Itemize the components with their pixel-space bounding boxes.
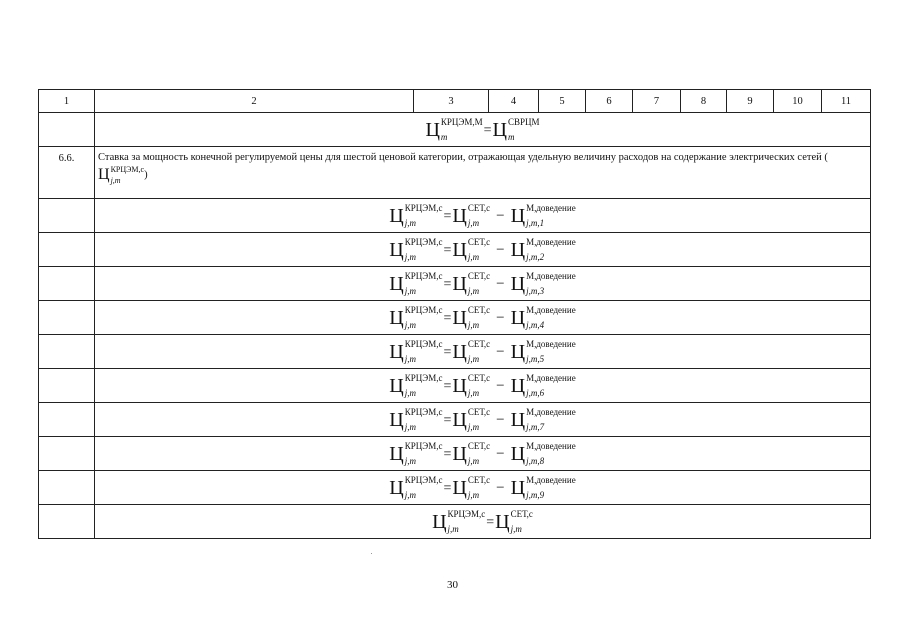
formula-subscript: j,m	[110, 176, 121, 185]
formula-term-base: Ц	[492, 118, 507, 141]
formula-term-base: Ц	[389, 306, 404, 329]
formula-superscript: СЕТ,c	[510, 508, 533, 519]
formula-cell	[95, 267, 871, 301]
empty-number-cell	[39, 471, 95, 505]
formula-term-base: Ц	[389, 476, 404, 499]
formula-superscript: КРЦЭМ,c	[404, 202, 443, 213]
formula-term-base: Ц	[510, 340, 526, 363]
formula-subscript: j,m	[467, 387, 480, 398]
formula-subscript: j,m	[467, 455, 480, 466]
formula-cell	[95, 199, 871, 233]
formula-subscript: j,m	[447, 523, 459, 534]
formula-row	[39, 301, 871, 335]
formula-superscript: КРЦЭМ,c	[110, 165, 145, 174]
formula-subscript: j,m,8	[526, 455, 545, 466]
formula-superscript: КРЦЭМ,c	[404, 372, 443, 383]
empty-number-cell	[39, 335, 95, 369]
formula-subscript: j,m	[467, 353, 480, 364]
formula-superscript: М,доведение	[526, 440, 576, 451]
formula-superscript: М,доведение	[526, 236, 576, 247]
minus-sign: −	[496, 445, 505, 462]
formula-superscript: КРЦЭМ,c	[404, 304, 443, 315]
column-header: 7	[633, 90, 681, 113]
formula-subscript: j,m	[404, 251, 416, 262]
empty-number-cell	[39, 113, 95, 147]
column-header: 11	[822, 90, 871, 113]
formula-term-base: Ц	[495, 510, 510, 533]
empty-number-cell	[39, 267, 95, 301]
formula-term-base: Ц	[452, 272, 467, 295]
formula-superscript: СЕТ,c	[467, 202, 491, 213]
formula	[389, 339, 575, 365]
formula-superscript: КРЦЭМ,c	[404, 338, 443, 349]
formula-superscript: СЕТ,c	[467, 440, 491, 451]
column-header: 10	[774, 90, 822, 113]
equals-sign: =	[443, 208, 452, 224]
formula-row	[39, 437, 871, 471]
section-description-text: Ставка за мощность конечной регулируемой цены для шестой ценовой категории, отражающая удельную величину расходов на содержание электрических сетей (	[98, 152, 828, 163]
formula-superscript: КРЦЭМ,c	[404, 440, 443, 451]
minus-sign: −	[496, 241, 505, 258]
formula-superscript: СЕТ,c	[467, 338, 491, 349]
formula-term-base: Ц	[389, 374, 404, 397]
formula-superscript: КРЦЭМ,c	[404, 270, 443, 281]
formula	[389, 271, 575, 297]
formula-subscript: j,m,2	[526, 251, 545, 262]
formula-cell	[95, 335, 871, 369]
formula	[389, 475, 575, 501]
formula-term-base: Ц	[389, 408, 404, 431]
formula-row	[39, 267, 871, 301]
formula	[389, 407, 575, 433]
formula-subscript: j,m	[404, 455, 416, 466]
formula-subscript: j,m,9	[526, 489, 545, 500]
formula-subscript: j,m	[467, 251, 480, 262]
minus-sign: −	[496, 343, 505, 360]
formula-subscript: j,m	[404, 319, 416, 330]
minus-sign: −	[496, 411, 505, 428]
equals-sign: =	[483, 122, 492, 138]
empty-number-cell	[39, 437, 95, 471]
formula-term-base: Ц	[389, 238, 404, 261]
formula	[389, 441, 575, 467]
page-number: 30	[447, 579, 458, 591]
formula-subscript: j,m,7	[526, 421, 545, 432]
equals-sign: =	[443, 412, 452, 428]
formula-cell	[95, 233, 871, 267]
equals-sign: =	[443, 446, 452, 462]
formula-superscript: КРЦЭМ,М	[440, 116, 483, 127]
formula-subscript: m	[440, 131, 448, 142]
formula	[432, 509, 533, 535]
formula-term-base: Ц	[452, 238, 467, 261]
formula-term-base: Ц	[425, 118, 440, 141]
column-header: 3	[414, 90, 489, 113]
minus-sign: −	[496, 309, 505, 326]
equals-sign: =	[443, 378, 452, 394]
formula-subscript: j,m	[467, 217, 480, 228]
formula-term-base: Ц	[510, 238, 526, 261]
formula-term-base: Ц	[510, 442, 526, 465]
formula-subscript: j,m	[404, 489, 416, 500]
equals-sign: =	[443, 242, 452, 258]
formula-superscript: КРЦЭМ,c	[404, 474, 443, 485]
formula-subscript: j,m	[404, 217, 416, 228]
formula-term-base: Ц	[510, 476, 526, 499]
formula-row	[39, 403, 871, 437]
formula	[389, 203, 575, 229]
formula-row-top	[39, 113, 871, 147]
formula-term-base: Ц	[452, 340, 467, 363]
formula-superscript: М,доведение	[526, 304, 576, 315]
formula-superscript: М,доведение	[526, 372, 576, 383]
formula-subscript: j,m	[404, 285, 416, 296]
formula-cell	[95, 113, 871, 147]
empty-number-cell	[39, 403, 95, 437]
formula-superscript: СЕТ,c	[467, 304, 491, 315]
formula-cell	[95, 505, 871, 539]
formula-term-base: Ц	[389, 204, 404, 227]
formula-superscript: КРЦЭМ,c	[404, 406, 443, 417]
formula-term-base: Ц	[510, 374, 526, 397]
formula-subscript: j,m	[510, 523, 522, 534]
formula-superscript: М,доведение	[526, 202, 576, 213]
formula-term-base: Ц	[98, 166, 110, 183]
formula-subscript: m	[508, 131, 515, 142]
formula-superscript: М,доведение	[526, 338, 576, 349]
equals-sign: =	[443, 480, 452, 496]
column-header: 2	[95, 90, 414, 113]
formula-term-base: Ц	[452, 476, 467, 499]
empty-number-cell	[39, 199, 95, 233]
equals-sign: =	[443, 310, 452, 326]
column-header: 4	[489, 90, 539, 113]
closing-paren: )	[144, 169, 148, 181]
formula-subscript: j,m,6	[526, 387, 545, 398]
equals-sign: =	[443, 276, 452, 292]
formula-subscript: j,m,3	[526, 285, 545, 296]
formula-superscript: СЕТ,c	[467, 372, 491, 383]
formula-subscript: j,m	[404, 387, 416, 398]
formula-cell	[95, 403, 871, 437]
formula-superscript: СЕТ,c	[467, 474, 491, 485]
column-header: 8	[681, 90, 727, 113]
empty-number-cell	[39, 369, 95, 403]
column-header: 1	[39, 90, 95, 113]
formula-superscript: КРЦЭМ,c	[404, 236, 443, 247]
formula	[389, 237, 575, 263]
formula-subscript: j,m	[404, 421, 416, 432]
formula	[389, 373, 575, 399]
formula-superscript: КРЦЭМ,c	[447, 508, 486, 519]
formula-row	[39, 199, 871, 233]
formula-superscript: СЕТ,c	[467, 236, 491, 247]
formula-cell	[95, 471, 871, 505]
formula-term-base: Ц	[389, 442, 404, 465]
minus-sign: −	[496, 207, 505, 224]
column-header: 6	[586, 90, 633, 113]
column-header: 9	[727, 90, 774, 113]
formula-subscript: j,m	[467, 285, 480, 296]
formula-cell	[95, 437, 871, 471]
formula-superscript: СВРЦМ	[508, 116, 540, 127]
empty-number-cell	[39, 301, 95, 335]
empty-number-cell	[39, 233, 95, 267]
formula-row	[39, 369, 871, 403]
formula-subscript: j,m	[467, 319, 480, 330]
section-row	[39, 147, 871, 199]
formula-row-last	[39, 505, 871, 539]
formula-term-base: Ц	[510, 204, 526, 227]
formula-row	[39, 335, 871, 369]
formula-row	[39, 233, 871, 267]
section-description	[95, 147, 871, 199]
formula-superscript: М,доведение	[526, 406, 576, 417]
formula-superscript: М,доведение	[526, 270, 576, 281]
minus-sign: −	[496, 275, 505, 292]
formula-cell	[95, 301, 871, 335]
formula-subscript: j,m	[467, 489, 480, 500]
formula-term-base: Ц	[510, 408, 526, 431]
formula-term-base: Ц	[452, 442, 467, 465]
formula-term-base: Ц	[452, 408, 467, 431]
formula-superscript: СЕТ,c	[467, 270, 491, 281]
formula-subscript: j,m	[404, 353, 416, 364]
formula-term-base: Ц	[432, 510, 447, 533]
formula-cell	[95, 369, 871, 403]
formula-row	[39, 471, 871, 505]
empty-number-cell	[39, 505, 95, 539]
formula-term-base: Ц	[452, 306, 467, 329]
formula	[389, 305, 575, 331]
equals-sign: =	[486, 514, 495, 530]
formula-term-base: Ц	[389, 272, 404, 295]
formula-subscript: j,m,1	[526, 217, 545, 228]
formula-subscript: j,m,5	[526, 353, 545, 364]
scan-speck	[371, 553, 372, 554]
formula-term-base: Ц	[452, 204, 467, 227]
formula-subscript: j,m,4	[526, 319, 545, 330]
column-header: 5	[539, 90, 586, 113]
minus-sign: −	[496, 377, 505, 394]
column-header-row	[39, 90, 871, 113]
formula-term-base: Ц	[510, 272, 526, 295]
formula-term-base: Ц	[452, 374, 467, 397]
formula-superscript: М,доведение	[526, 474, 576, 485]
section-number: 6.6.	[39, 147, 95, 199]
price-table	[38, 89, 871, 539]
equals-sign: =	[443, 344, 452, 360]
formula	[425, 117, 539, 143]
formula-term-base: Ц	[510, 306, 526, 329]
formula-subscript: j,m	[467, 421, 480, 432]
minus-sign: −	[496, 479, 505, 496]
formula-superscript: СЕТ,c	[467, 406, 491, 417]
formula-term-base: Ц	[389, 340, 404, 363]
